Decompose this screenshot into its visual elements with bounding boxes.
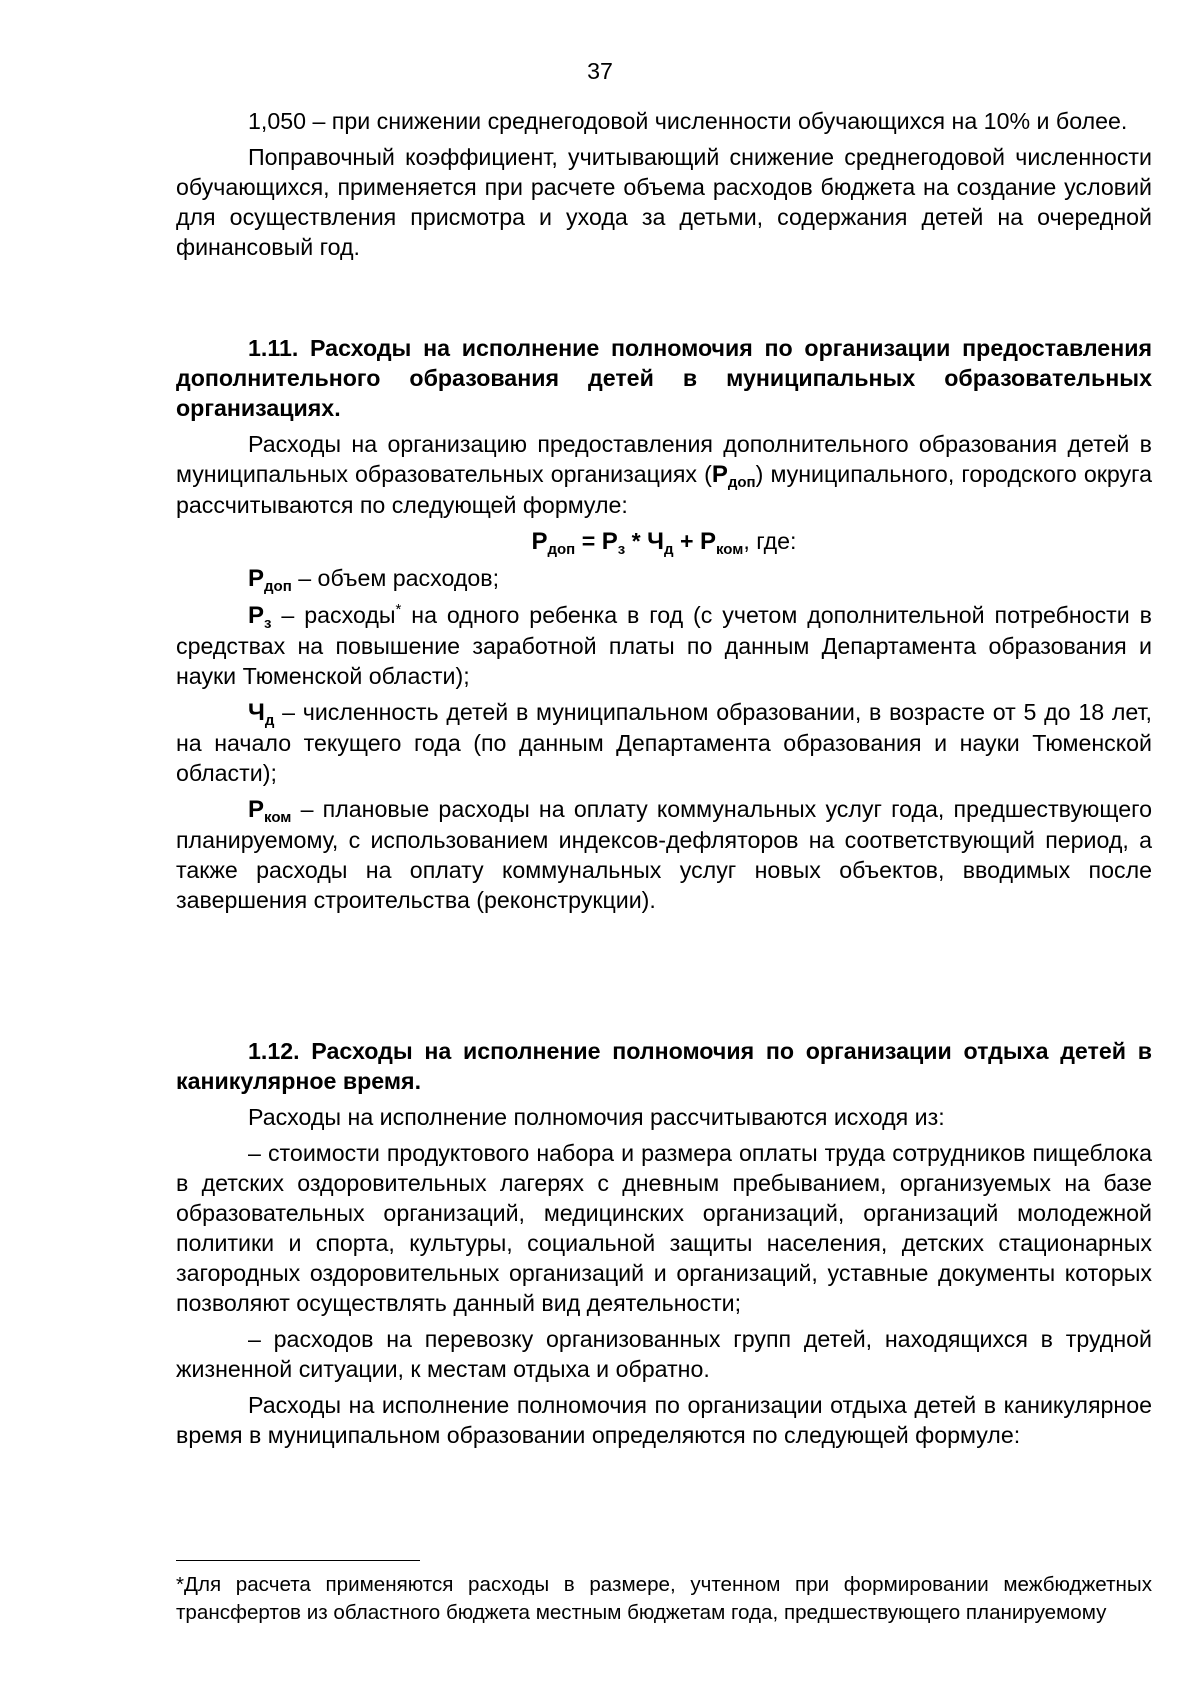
formula-p-dop: $Р_{доп} = Р_з * Ч_д + Р_{ком}$, где: — [531, 528, 797, 558]
page-number: 37 — [587, 58, 613, 84]
section-1-11 — [176, 333, 1152, 915]
definition-p-dop: $Р_{доп}$ – объем расходов; — [248, 565, 500, 595]
paragraph-formula-intro-1-12: Расходы на исполнение полномочия по организации отдыха детей в каникулярное время в муниципальном образовании определяются по следующей формуле: — [176, 1392, 1152, 1448]
paragraph-food-labor-costs: – стоимости продуктового набора и размера оплаты труда сотрудников пищеблока в детских оздоровительных лагерях с дневным пребыванием, организуемых на базе образовательных организаций, медицинских организаций, организаций молодежной политики и спорта, культуры, социальной защиты населения, детских стационарных загородных оздоровительных организаций и организаций, уставные документы которых позволяют осуществлять данный вид деятельности; — [176, 1140, 1152, 1316]
section-heading-1-12: 1.12. Расходы на исполнение полномочия по организации отдыха детей в каникулярное время. — [176, 1038, 1152, 1094]
definition-p-kom: $Р_{ком}$ – плановые расходы на оплату коммунальных услуг года, предшествующего планируемому, с использованием индексов-дефляторов на соответствующий период, а также расходы на оплату коммунальных услуг новых объектов, вводимых после завершения строительства (реконструкции). — [176, 796, 1152, 913]
paragraph-coefficient-value: 1,050 – при снижении среднегодовой численности обучающихся на 10% и более. — [248, 108, 1128, 134]
definition-p-z: $Р_з$ – расходы* на одного ребенка в год (с учетом дополнительной потребности в средствах на повышение заработной платы по данным Департамента образования и науки Тюменской области); — [176, 601, 1152, 689]
paragraph-coefficient-usage: Поправочный коэффициент, учитывающий снижение среднегодовой численности обучающихся, применяется при расчете объема расходов бюджета на создание условий для осуществления присмотра и ухода за детьми, содержания детей на очередной финансовый год. — [176, 144, 1152, 260]
paragraph-formula-intro: Расходы на организацию предоставления дополнительного образования детей в муниципальных образовательных организациях $(Р_{доп})$ муниципального, городского округа рассчитываются по следующей формуле: — [176, 431, 1152, 518]
section-1-12 — [176, 1036, 1152, 1450]
definition-ch-d: $Ч_д$ – численность детей в муниципальном образовании, в возрасте от 5 до 18 лет, на начало текущего года (по данным Департамента образования и науки Тюменской области); — [176, 699, 1152, 786]
paragraph-basis: Расходы на исполнение полномочия рассчитываются исходя из: — [248, 1104, 945, 1130]
footnote-divider — [176, 1560, 420, 1561]
paragraph-transport-costs: – расходов на перевозку организованных групп детей, находящихся в трудной жизненной ситуации, к местам отдыха и обратно. — [176, 1326, 1152, 1382]
footnote: *Для расчета применяются расходы в размере, учтенном при формировании межбюджетных трансфертов из областного бюджета местным бюджетам года, предшествующего планируемому — [176, 1573, 1152, 1624]
intro-block — [176, 106, 1152, 262]
footnote-marker: * — [395, 601, 402, 618]
section-heading-1-11: 1.11. Расходы на исполнение полномочия по организации предоставления дополнительного образования детей в муниципальных образовательных организациях. — [176, 335, 1152, 421]
